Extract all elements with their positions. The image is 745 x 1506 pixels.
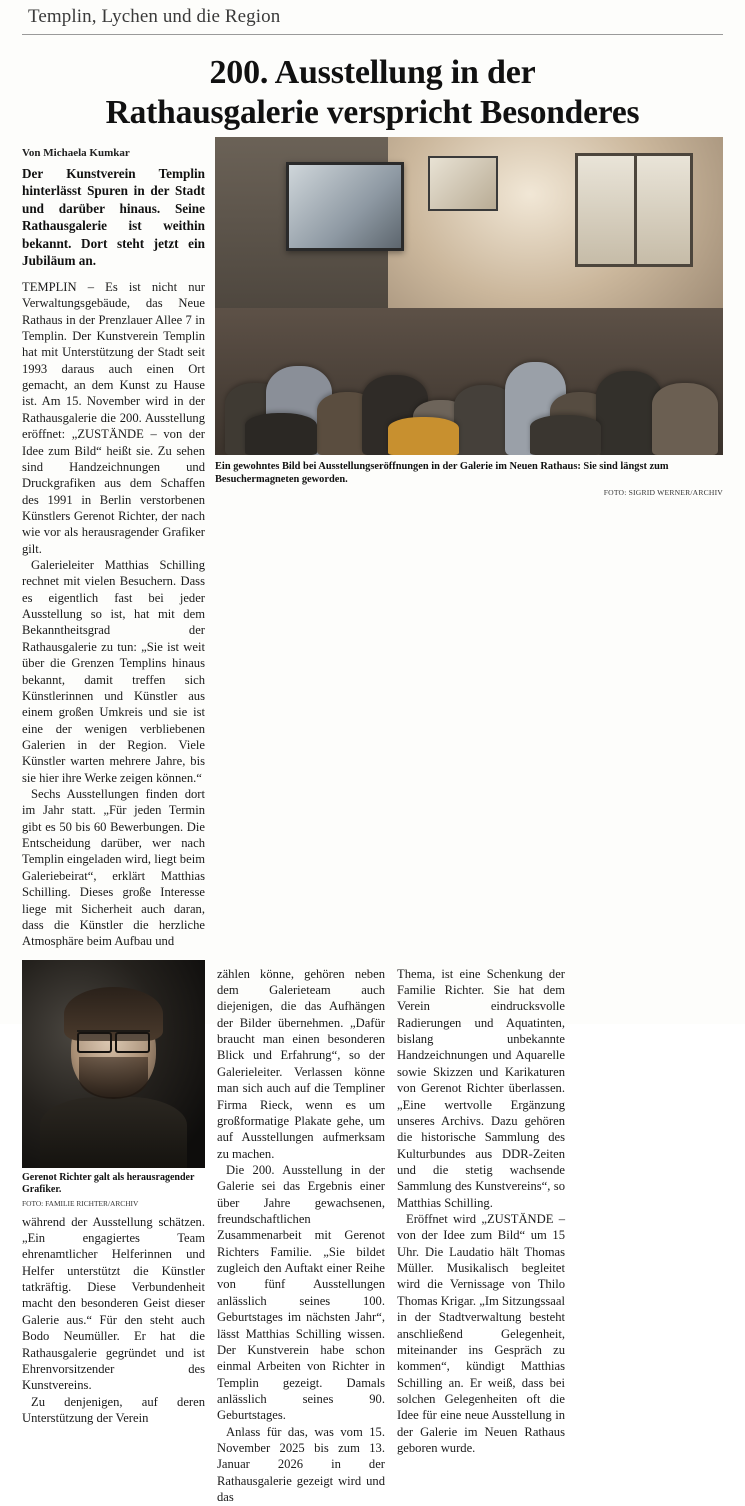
main-photo-block bbox=[215, 137, 723, 950]
photo-person bbox=[388, 417, 459, 455]
photo-artwork-frame-1 bbox=[286, 162, 404, 251]
running-head: Templin, Lychen und die Region bbox=[28, 6, 281, 27]
column-1-text bbox=[22, 279, 205, 950]
portrait-caption: Gerenot Richter galt als herausragender Grafiker. bbox=[22, 1171, 195, 1196]
photo-person bbox=[652, 383, 718, 454]
column-4 bbox=[397, 960, 565, 1506]
header-divider bbox=[22, 34, 723, 35]
main-photo-credit: FOTO: SIGRID WERNER/ARCHIV bbox=[603, 487, 723, 497]
article-top-area bbox=[22, 137, 723, 950]
column-2-text bbox=[22, 1214, 205, 1427]
paragraph: während der Ausstellung schätzen. „Ein engagiertes Team ehrenamtlicher Helferinnen und Helfer unterstützt die Künstler tatkräftig. Diese Verbundenheit macht den besonderen Geist dieser Galerie aus.“ Für den steht auch Bodo Neumüller. Er hat die Rathausgalerie gegründet und ist Ehrenvorsitzender des Kunstvereins. bbox=[22, 1214, 205, 1393]
main-photo-caption: Ein gewohntes Bild bei Ausstellungseröffnungen in der Galerie im Neuen Rathaus: Sie sind längst zum Besuchermagneten geworden. bbox=[215, 460, 669, 485]
lead-paragraph: Der Kunstverein Templin hinterlässt Spuren in der Stadt und darüber hinaus. Seine Rathausgalerie ist weithin bekannt. Dort steht jetzt ein Jubiläum an. bbox=[22, 165, 205, 269]
paragraph: zählen könne, gehören neben dem Galerieteam auch diejenigen, die das Aufhängen der Bilder übernehmen. „Dafür braucht man einen besonderen Blick und Erfahrung“, so der Galerieleiter. Verlassen könne man sich auch auf die Templiner Firma Rieck, wenn es um großformatige Plakate gehe, um auf Ausstellungen aufmerksam zu machen. bbox=[217, 966, 385, 1161]
page-headline bbox=[28, 53, 717, 133]
paragraph: Thema, ist eine Schenkung der Familie Richter. Sie hat dem Verein eindrucksvolle Radierungen und Aquatinten, bislang unbekannte Handzeichnungen und Aquarelle sowie Skizzen und Karikaturen von Gerenot Richter überlassen. „Eine wertvolle Ergänzung unseres Archivs. Dazu gehören die historische Sammlung des Kulturbundes aus DDR-Zeiten und die stetig wachsende Sammlung des Kunstvereins“, so Matthias Schilling. bbox=[397, 966, 565, 1210]
headline-line-1: 200. Ausstellung in der bbox=[209, 54, 536, 91]
photo-artwork-frame-2 bbox=[428, 156, 498, 211]
lead-column bbox=[22, 137, 205, 950]
photo-person bbox=[530, 415, 601, 455]
portrait-beard bbox=[79, 1057, 149, 1099]
column-3-text bbox=[217, 966, 385, 1506]
portrait-glasses bbox=[77, 1030, 150, 1049]
paragraph: Anlass für das, was vom 15. November 2025 bis zum 13. Januar 2026 in der Rathausgalerie gezeigt wird und das bbox=[217, 1424, 385, 1505]
column-2 bbox=[22, 960, 205, 1506]
paragraph: Galerieleiter Matthias Schilling rechnet mit vielen Besuchern. Dass es eigentlich fast bei jeder Ausstellung so ist, hat mit dem Bekanntheitsgrad der Rathausgalerie zu tun: „Sie ist weit über die Grenzen Templins hinaus bekannt, damit treffen sich Künstlerinnen und Künstler aus einem großen Umkreis und sie ist eine der wenigen verbliebenen Galerien in der Region. Viele Künstler warten mehrere Jahre, bis sie hier ihre Werke zeigen können.“ bbox=[22, 558, 205, 785]
portrait-torso bbox=[40, 1097, 186, 1168]
paragraph: Sechs Ausstellungen finden dort im Jahr statt. „Für jeden Termin gibt es 50 bis 60 Bewerbungen. Die Entscheidung darüber, wer nach Templin eingeladen wird, liegt beim Galeriebeirat“, erklärt Matthias Schilling. Dieses große Interesse liege mit Sicherheit auch daran, dass die Künstler die herzliche Atmosphäre beim Aufbau und bbox=[22, 787, 205, 949]
byline: Von Michaela Kumkar bbox=[22, 146, 130, 159]
column-3 bbox=[217, 960, 385, 1506]
gallery-opening-photo bbox=[215, 137, 723, 455]
photo-person bbox=[245, 413, 316, 455]
paragraph: Die 200. Ausstellung in der Galerie sei das Ergebnis einer über Jahre gewachsenen, freundschaftlichen Zusammenarbeit mit Gerenot Richters Familie. „Sie bildet zugleich den Auftakt einer Reihe von fünf Ausstellungen anlässlich seines 100. Geburtstages im nächsten Jahr“, lässt Matthias Schilling wissen. Der Kunstverein habe schon einmal Arbeiten von Richter in Templin gezeigt. Damals anlässlich seines 90. Geburtstages. bbox=[217, 1162, 385, 1423]
portrait-credit: FOTO: FAMILIE RICHTER/ARCHIV bbox=[22, 1198, 139, 1208]
photo-audience bbox=[215, 245, 723, 455]
column-4-text bbox=[397, 966, 565, 1457]
article-lower-columns bbox=[22, 960, 723, 1506]
gerenot-richter-portrait bbox=[22, 960, 205, 1168]
paragraph: Zu denjenigen, auf deren Unterstützung der Verein bbox=[22, 1394, 205, 1425]
paragraph: Eröffnet wird „ZUSTÄNDE – von der Idee zum Bild“ um 15 Uhr. Die Laudatio hält Thomas Müller. Musikalisch begleitet wird die Vernissage von Thilo Thomas Krigar. „Im Sitzungssaal in der Stadtverwaltung besteht anschließend Gelegenheit, miteinander ins Gespräch zu kommen“, kündigt Matthias Schilling an. Er weiß, dass bei solchen Gelegenheiten oft die Idee für eine neue Ausstellung in der Galerie im Neuen Rathaus geboren wurde. bbox=[397, 1212, 565, 1456]
headline-line-2: Rathausgalerie verspricht Besonderes bbox=[105, 94, 640, 132]
paragraph: TEMPLIN – Es ist nicht nur Verwaltungsgebäude, das Neue Rathaus in der Prenzlauer Allee 7 in Templin. Der Kunstverein Templin hat mit Unterstützung der Stadt seit 1993 daraus auch einen Ort gemacht, an dem Kunst zu Hause ist. Am 15. November wird in der Rathausgalerie die 200. Ausstellung eröffnet: „ZUSTÄNDE – von der Idee zum Bild“ heißt sie. Zu sehen sind Handzeichnungen und Druckgrafiken aus dem Schaffen des 1991 in Berlin verstorbenen Künstlers Gerenot Richter, der nach wie vor als herausragender Grafiker gilt. bbox=[22, 279, 205, 556]
